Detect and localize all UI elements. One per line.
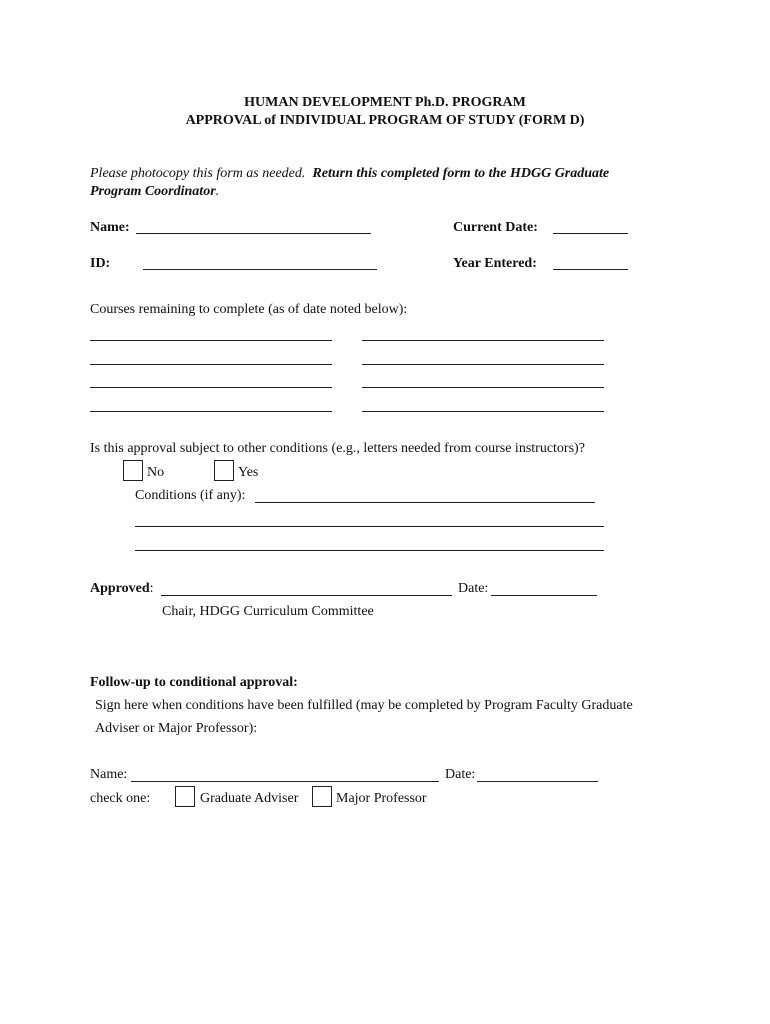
yes-checkbox[interactable] — [214, 460, 234, 481]
course-field-left-4[interactable] — [90, 411, 332, 412]
instructions-line1 — [90, 165, 609, 183]
id-field[interactable] — [143, 269, 377, 270]
form-subtitle: APPROVAL of INDIVIDUAL PROGRAM OF STUDY (FORM D) — [185, 113, 585, 128]
year-entered-label: Year Entered: — [453, 256, 537, 271]
yes-label: Yes — [238, 465, 259, 480]
approval-date-label: Date: — [458, 581, 489, 596]
photocopy-note: Please photocopy this form as needed. — [90, 166, 306, 181]
approved-label: Approved — [90, 581, 150, 596]
followup-line2: Adviser or Major Professor): — [95, 721, 258, 736]
followup-date-field[interactable] — [477, 781, 598, 782]
period: . — [215, 184, 220, 199]
major-professor-label: Major Professor — [336, 791, 427, 806]
course-field-left-1[interactable] — [90, 340, 332, 341]
major-professor-checkbox[interactable] — [312, 786, 332, 807]
current-date-field[interactable] — [553, 233, 628, 234]
followup-date-label: Date: — [445, 767, 476, 782]
no-label: No — [147, 465, 165, 480]
name-field[interactable] — [136, 233, 371, 234]
graduate-adviser-checkbox[interactable] — [175, 786, 195, 807]
coordinator-note: Program Coordinator — [90, 184, 216, 199]
current-date-label: Current Date: — [453, 220, 538, 235]
conditions-field-2[interactable] — [135, 526, 604, 527]
course-field-right-1[interactable] — [362, 340, 604, 341]
approval-date-field[interactable] — [491, 595, 597, 596]
course-field-left-2[interactable] — [90, 364, 332, 365]
name-label: Name: — [90, 220, 130, 235]
no-checkbox[interactable] — [123, 460, 143, 481]
graduate-adviser-label: Graduate Adviser — [200, 791, 299, 806]
courses-label: Courses remaining to complete (as of date noted below): — [90, 302, 408, 317]
conditions-question: Is this approval subject to other conditions (e.g., letters needed from course instructors)? — [90, 441, 585, 456]
followup-heading: Follow-up to conditional approval: — [90, 675, 298, 690]
followup-name-field[interactable] — [131, 781, 439, 782]
instructions-line2 — [90, 183, 219, 201]
chair-label: Chair, HDGG Curriculum Committee — [162, 604, 374, 619]
course-field-left-3[interactable] — [90, 387, 332, 388]
followup-line1: Sign here when conditions have been fulfilled (may be completed by Program Faculty Graduate — [95, 698, 633, 713]
conditions-label: Conditions (if any): — [135, 488, 246, 503]
conditions-field-3[interactable] — [135, 550, 604, 551]
followup-name-label: Name: — [90, 767, 128, 782]
conditions-field-1[interactable] — [255, 502, 595, 503]
return-note: Return this completed form to the HDGG Graduate — [312, 166, 610, 181]
id-label: ID: — [90, 256, 111, 271]
course-field-right-4[interactable] — [362, 411, 604, 412]
course-field-right-3[interactable] — [362, 387, 604, 388]
approved-signature-field[interactable] — [161, 595, 452, 596]
approved-label-row — [90, 580, 154, 598]
course-field-right-2[interactable] — [362, 364, 604, 365]
approved-colon: : — [149, 581, 154, 596]
form-title: HUMAN DEVELOPMENT Ph.D. PROGRAM — [244, 95, 526, 110]
year-entered-field[interactable] — [553, 269, 628, 270]
check-one-label: check one: — [90, 791, 151, 806]
